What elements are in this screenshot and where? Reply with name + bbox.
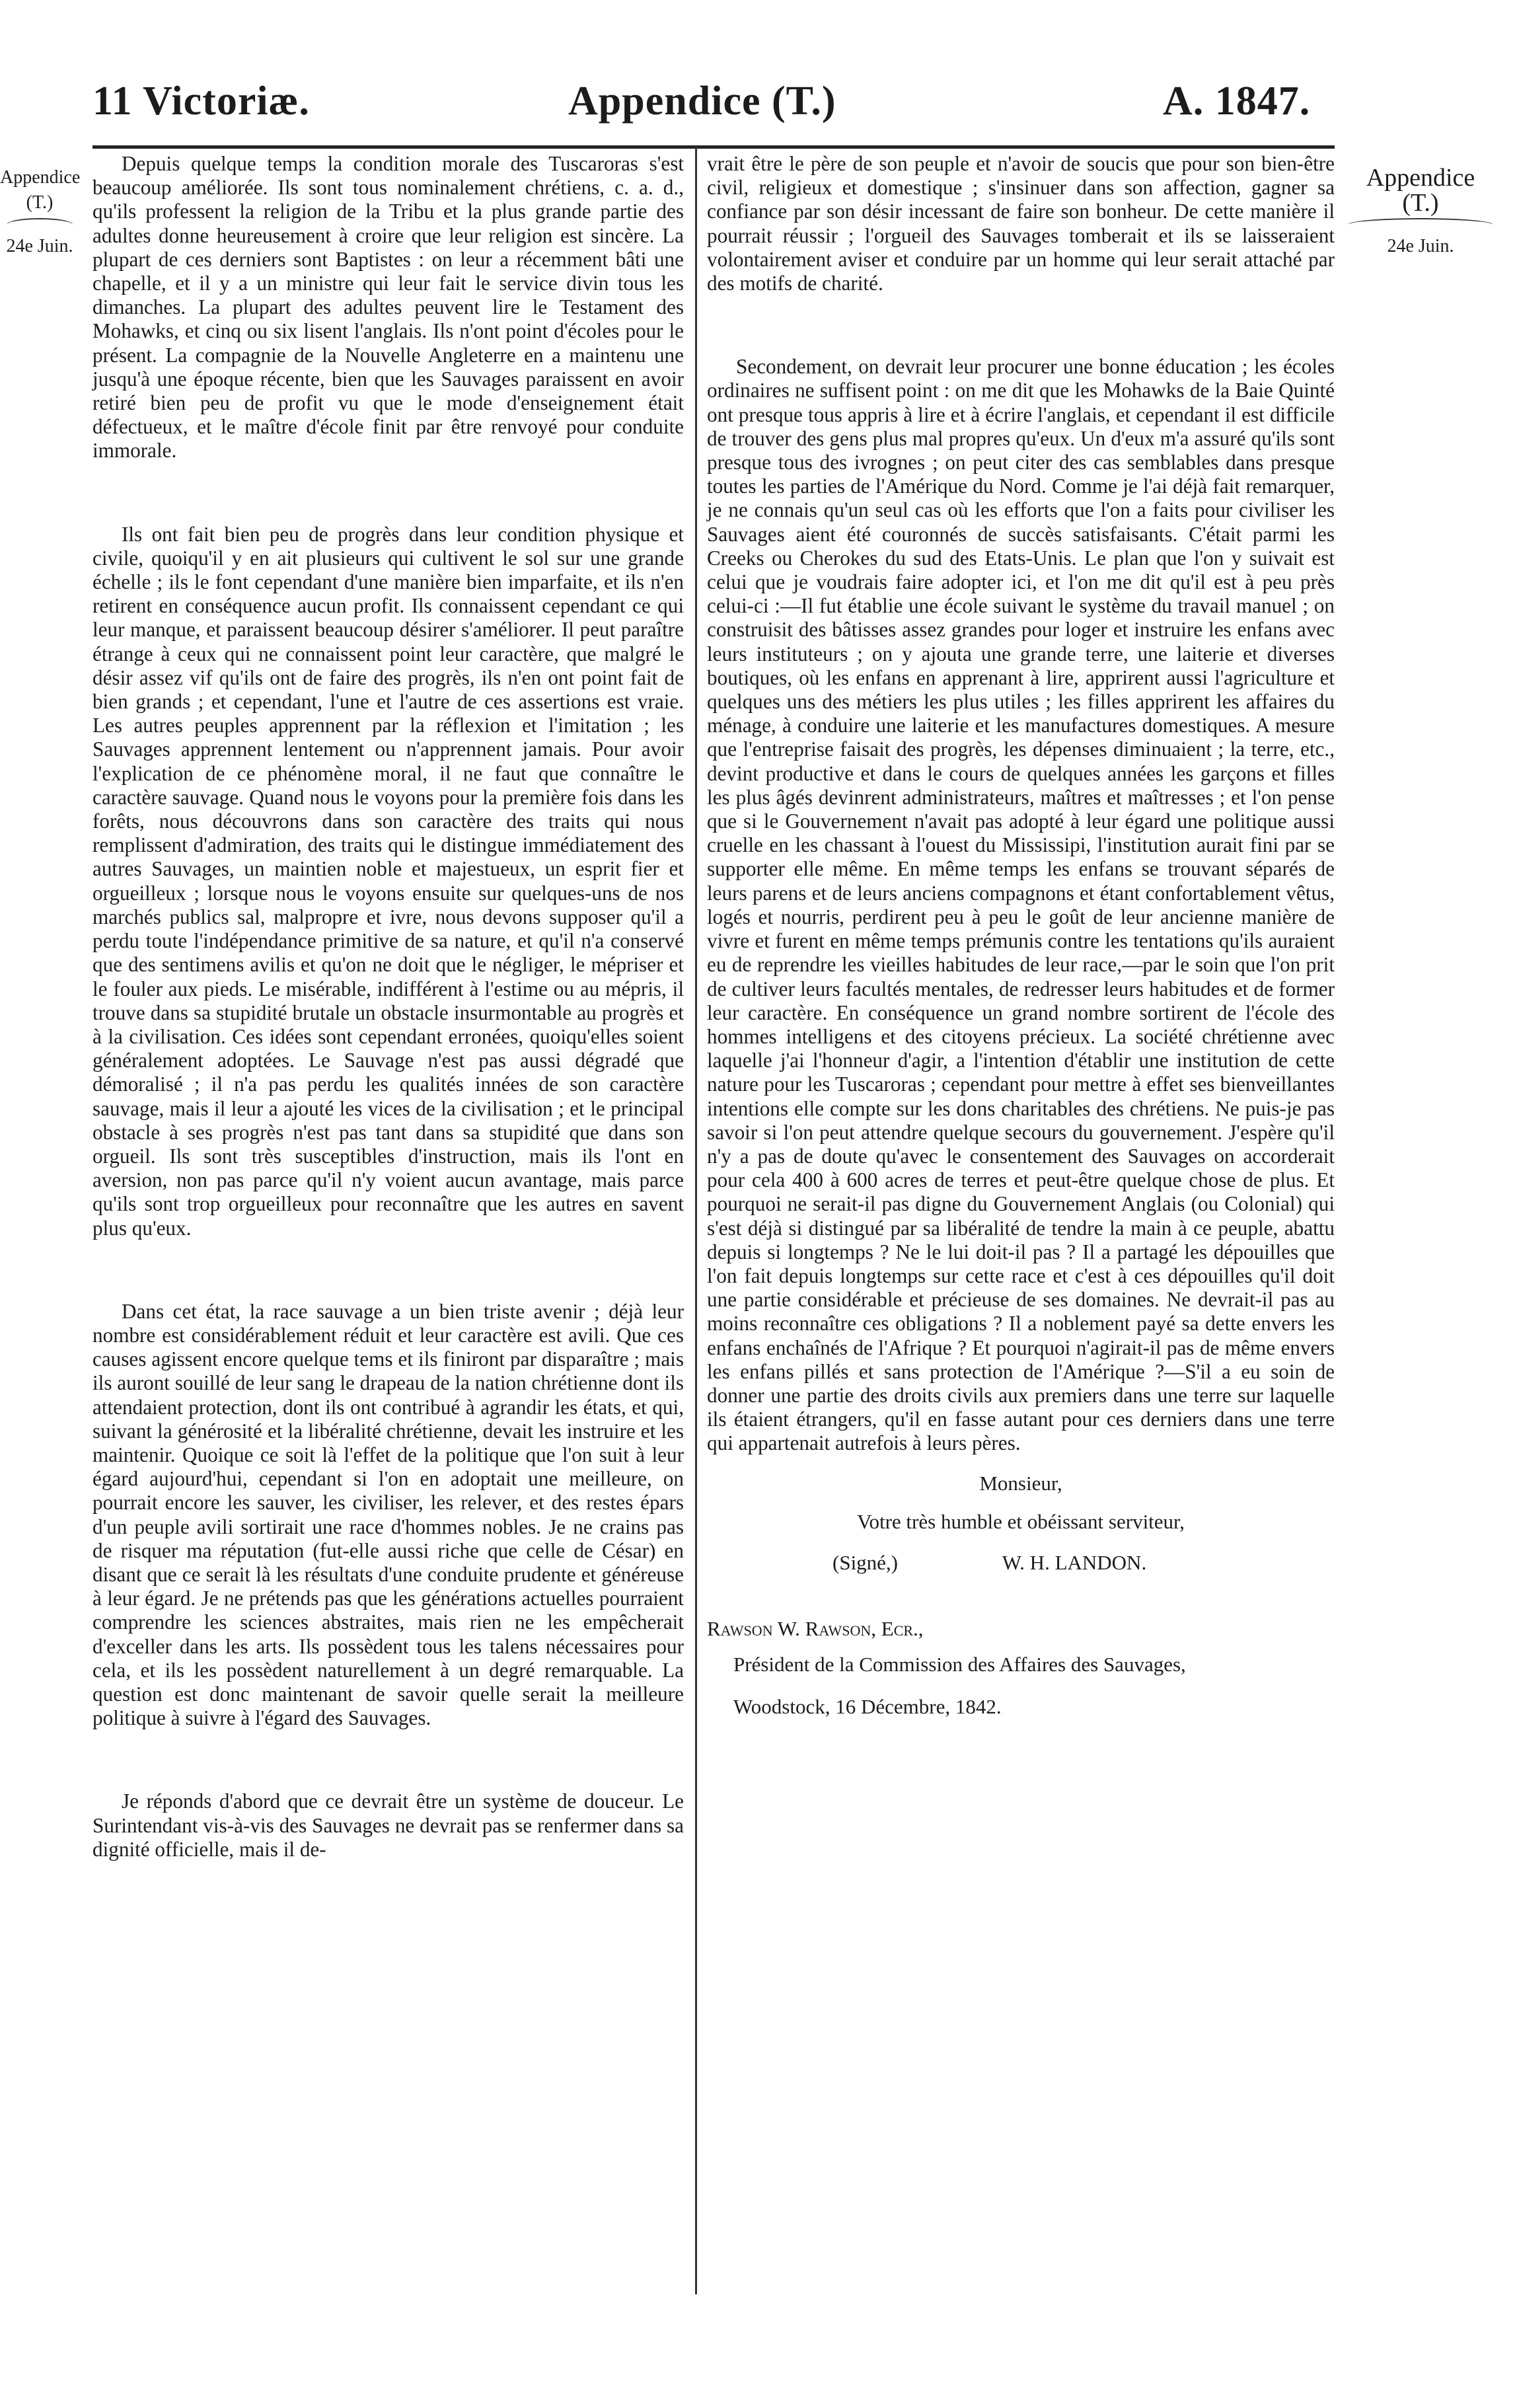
margin-appendix-label: Appendice	[1366, 164, 1475, 192]
signer-name: W. H. LANDON.	[1002, 1550, 1147, 1574]
right-margin-note	[1341, 165, 1500, 259]
paragraph-continuation: vrait être le père de son peuple et n'avoir de soucis que pour son bien-être civil, religieux et domestique ; s'insinuer dans son affection, gagner sa confiance par son désir incessant de faire son bonheur. De cette manière il pourrait réussir ; l'orgueil des Sauvages tomberait et ils se laisseraient volontairement aviser et conduire par un homme qui leur serait attaché par des motifs de charité.	[707, 152, 1335, 295]
margin-appendix-label: Appendice	[0, 167, 81, 188]
margin-date: 24e Juin.	[6, 236, 73, 256]
session-header: 11 Victoriæ.	[92, 79, 310, 124]
addressee-name: Rawson W. Rawson, Ecr.,	[707, 1616, 924, 1640]
paragraph-education: Secondement, on devrait leur procurer une bonne éducation ; les écoles ordinaires ne suffisent point : on me dit que les Mohawks de la Baie Quinté ont presque tous appris à lire et à écrire l'anglais, et cependant il est difficile de trouver des gens plus mal propres qu'eux. Un d'eux m'a assuré qu'ils sont presque tous des ivrognes ; on peut citer des cas semblables dans presque toutes les parties de l'Amérique du Nord. Comme je l'ai déjà fait remarquer, je ne connais qu'un seul cas où les efforts que l'on a faits pour civiliser les Sauvages aient été couronnés de succès satisfaisants. C'était parmi les Creeks ou Cherokes du sud des Etats-Unis. Le plan que l'on y suivait est celui que je voudrais faire adopter ici, et l'on me dit qu'il est à peu près celui-ci :—Il fut établie une école suivant le système du travail manuel ; on construisit des bâtisses assez grandes pour loger et instruire les enfans avec leurs instituteurs ; on y ajouta une grande terre, une laiterie et diverses boutiques, où les enfans en apprenant à lire, apprirent aussi l'agriculture et quelques uns des métiers les plus utiles ; les filles apprirent les affaires du ménage, à conduire une laiterie et les manufactures domestiques. A mesure que l'entreprise faisait des progrès, les dépenses diminuaient ; la terre, etc., devint productive et dans le cours de quelques années les garçons et filles les plus âgés devinrent administrateurs, maîtres et maîtresses ; et l'on pense que si le Gouvernement n'avait pas adopté à leur égard une politique aussi cruelle en les chassant à l'ouest du Mississipi, l'institution aurait fini par se supporter elle même. En même temps les enfans se trouvant séparés de leurs parens et de leurs anciens compagnons et étant confortablement vêtus, logés et nourris, perdirent peu à peu le goût de leur ancienne manière de vivre et furent en même temps prémunis contre les tentations qu'ils auraient eu de reprendre les vieilles habitudes de leur race,—par le soin que l'on prit de cultiver leurs facultés mentales, de redresser leurs habitudes et de former leur caractère. En conséquence un grand nombre sortirent de l'école des hommes intelligens et des citoyens précieux. La société chrétienne avec laquelle j'ai l'honneur d'agir, a l'intention d'établir une institution de cette nature pour les Tuscaroras ; cependant pour mettre à effet ses bienveillantes intentions elle compte sur les dons charitables des chrétiens. Ne puis-je pas savoir si l'on peut attendre quelque secours du gouvernement. J'espère qu'il n'y a pas de doute qu'avec le consentement des Sauvages on accorderait pour cela 400 à 600 acres de terres et peut-être quelque chose de plus. Et pourquoi ne serait-il pas digne du Gouvernement Anglais (ou Colonial) qui s'est déjà si distingué par sa libéralité de tendre la main à ce peuple, abattu depuis si longtemps ? Ne le lui doit-il pas ? Il a partagé les dépouilles que l'on fait depuis longtemps sur cette race et c'est à ces dépouilles qu'il doit une partie considérable et précieuse de ses domaines. Ne devrait-il pas au moins reconnaître ces obligations ? Il a noblement payé sa dette envers les enfans enchaînés de l'Afrique ? Et pourquoi n'agirait-il pas de même envers les enfans pillés et sans protection de l'Amérique ?—S'il a eu soin de donner une partie des droits civils aux premiers dans une terre sur laquelle ils étaient étrangers, qu'il en fasse autant pour ces derniers dans une terre qui appartenait autrefois à leurs pères.	[707, 355, 1335, 1455]
paragraph-gap	[92, 1730, 684, 1789]
margin-brace	[7, 218, 73, 231]
column-divider	[695, 147, 697, 2294]
margin-appendix-letter: (T.)	[26, 192, 54, 213]
right-column	[707, 152, 1335, 1720]
closing-formula: Votre très humble et obéissant serviteur,	[857, 1509, 1185, 1533]
paragraph-tuscaroras-morale: Depuis quelque temps la condition morale des Tuscaroras s'est beaucoup améliorée. Ils sont tous nominalement chrétiens, c. a. d., qu'ils professent la religion de la Tribu et la plus grande partie des adultes donne heureusement à croire que leur religion est sincère. La plupart de ces derniers sont Baptistes : on leur a récemment bâti une chapelle, et il y a un ministre qui leur fait le service divin tous les dimanches. La plupart des adultes peuvent lire le Testament des Mohawks, et cinq ou six lisent l'anglais. Ils n'ont point d'écoles pour le présent. La compagnie de la Nouvelle Angleterre en a maintenu une jusqu'à une époque récente, bien que les Sauvages paraissent en avoir retiré bien peu de profit vu que le mode d'enseignement était défectueux, et le maître d'école finit par être renvoyé pour conduite immorale.	[92, 152, 684, 463]
paragraph-gap	[92, 463, 684, 523]
signature-block	[707, 1470, 1335, 1720]
margin-date: 24e Juin.	[1387, 236, 1454, 256]
paragraph-gap	[92, 1240, 684, 1300]
addressee-title: Président de la Commission des Affaires des Sauvages,	[733, 1652, 1186, 1676]
paragraph-gap	[707, 295, 1335, 355]
margin-appendix-letter: (T.)	[1402, 189, 1439, 217]
left-margin-note	[0, 165, 79, 259]
header-rule	[92, 145, 1335, 149]
signed-line	[707, 1550, 1335, 1576]
appendix-header: Appendice (T.)	[568, 79, 836, 124]
salutation: Monsieur,	[979, 1471, 1062, 1495]
place-date: Woodstock, 16 Décembre, 1842.	[733, 1694, 1002, 1718]
paragraph-douceur: Je réponds d'abord que ce devrait être un système de douceur. Le Surintendant vis-à-vis des Sauvages ne devrait pas se renfermer dans sa dignité officielle, mais il de-	[92, 1789, 684, 1861]
year-header: A. 1847.	[1163, 79, 1311, 124]
left-column	[92, 152, 684, 1862]
paragraph-progress: Ils ont fait bien peu de progrès dans leur condition physique et civile, quoiqu'il y en ait plusieurs qui cultivent le sol sur une grande échelle ; ils le font cependant d'une manière bien imparfaite, et ils n'en retirent en conséquence aucun profit. Ils connaissent cependant ce qui leur manque, et paraissent beaucoup désirer s'améliorer. Il peut paraître étrange à ceux qui ne connaissent point leur caractère, que malgré le désir assez vif qu'ils ont de faire des progrès, ils n'en ont point fait de bien grands ; et cependant, l'une et l'autre de ces assertions est vraie. Les autres peuples apprennent par la réflexion et l'imitation ; les Sauvages apprennent lentement ou n'apprennent jamais. Pour avoir l'explication de ce phénomène moral, il ne faut que connaître le caractère sauvage. Quand nous le voyons pour la première fois dans les forêts, nous découvrons dans son caractère des traits qui nous remplissent d'admiration, des traits qui le distingue immédiatement des autres Sauvages, un maintien noble et majestueux, un esprit fier et orgueilleux ; lorsque nous le voyons ensuite sur quelques-uns de nos marchés publics sal, malpropre et ivre, nous devons supposer qu'il a perdu toute l'indépendance primitive de sa nature, et qu'il n'a conservé que des sentimens avilis et qu'on ne doit que le négliger, le mépriser et le fouler aux pieds. Le misérable, indifférent à l'estime ou au mépris, il trouve dans sa stupidité brutale un obstacle insurmontable au progrès et à la civilisation. Ces idées sont cependant erronées, quoiqu'elles soient généralement adoptées. Le Sauvage n'est pas aussi dégradé que démoralisé ; il n'a pas perdu les qualités innées de son caractère sauvage, mais il leur a ajouté les vices de la civilisation ; et le principal obstacle à ses progrès n'est pas tant dans sa stupidité que dans son orgueil. Ils sont très susceptibles d'instruction, mais ils l'ont en aversion, non pas parce qu'il n'y voient aucun avantage, mais parce qu'ils sont trop orgueilleux pour reconnaître que les autres en savent plus qu'eux.	[92, 522, 684, 1240]
signed-label: (Signé,)	[832, 1550, 899, 1574]
margin-brace	[1348, 218, 1493, 231]
paragraph-avenir: Dans cet état, la race sauvage a un bien triste avenir ; déjà leur nombre est considérablement réduit et leur caractère est avili. Que ces causes agissent encore quelque tems et ils finiront par disparaître ; mais ils auront souillé de leur sang le drapeau de la nation chrétienne dont ils attendaient protection, dont ils ont contribué à agrandir les états, et qui, suivant la générosité et la libéralité chrétienne, devait les instruire et les maintenir. Quoique ce soit là l'effet de la politique que l'on suit à leur égard aujourd'hui, cependant si l'on en adoptait une meilleure, on pourrait encore les sauver, les civiliser, les relever, et des restes épars d'un peuple avili sortirait une race d'hommes nobles. Je ne crains pas de risquer ma réputation (fut-elle aussi riche que celle de César) en disant que ce serait là les résultats d'une conduite prudente et généreuse à leur égard. Je ne prétends pas que les générations actuelles pourraient comprendre les sciences abstraites, mais rien ne les empêcherait d'exceller dans les arts. Ils possèdent tous les talens nécessaires pour cela, et ils les possèdent naturellement à un degré remarquable. La question est donc maintenant de savoir quelle serait la meilleure politique à suivre à l'égard des Sauvages.	[92, 1299, 684, 1730]
